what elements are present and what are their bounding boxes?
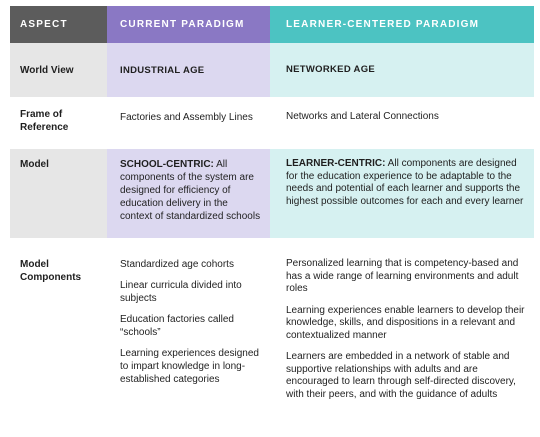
list-item: Learning experiences designed to impart knowledge in long-established categories — [120, 348, 259, 385]
aspect-cell: Model — [10, 149, 107, 238]
aspect-cell: Frame of Reference — [10, 97, 107, 149]
learner-cell — [270, 149, 534, 238]
learner-centric-lead: LEARNER-CENTRIC: — [286, 158, 386, 169]
paradigm-comparison-table — [10, 6, 534, 430]
list-item: Learners are embedded in a network of stable and supportive relationships with adults and are encouraged to learn through self-directed discovery, with their peers, and with the guidance of adults — [286, 351, 516, 400]
school-centric-lead: SCHOOL-CENTRIC: — [120, 159, 214, 170]
table-row — [10, 149, 534, 238]
learner-cell — [270, 238, 534, 430]
aspect-cell: Model Components — [10, 238, 107, 430]
list-item: Standardized age cohorts — [120, 259, 234, 270]
list-item: Linear curricula divided into subjects — [120, 280, 242, 304]
table-row — [10, 238, 534, 430]
header-current-paradigm: CURRENT PARADIGM — [107, 6, 270, 43]
table-row — [10, 97, 534, 149]
learner-cell: NETWORKED AGE — [270, 43, 534, 97]
header-learner-centered-paradigm: LEARNER-CENTERED PARADIGM — [270, 6, 534, 43]
table-header-row — [10, 6, 534, 43]
list-item: Personalized learning that is competency-based and has a wide range of learning environments and adult roles — [286, 258, 519, 294]
school-centric-text: All components of the system are designed for efficiency of education delivery in the context of standardized schools — [120, 159, 261, 222]
header-aspect: ASPECT — [10, 6, 107, 43]
table-row — [10, 43, 534, 97]
current-cell — [107, 149, 270, 238]
aspect-cell: World View — [10, 43, 107, 97]
learner-cell: Networks and Lateral Connections — [270, 97, 534, 149]
list-item: Education factories called “schools” — [120, 314, 234, 338]
list-item: Learning experiences enable learners to develop their knowledge, skills, and dispositions in a relevant and contextualized manner — [286, 304, 525, 341]
learner-centric-text: All components are designed for the education experience to be adaptable to the needs and potential of each learner and supports the highest possible outcomes for each and every learner — [286, 158, 524, 207]
current-cell: Factories and Assembly Lines — [107, 97, 270, 149]
current-cell: INDUSTRIAL AGE — [107, 43, 270, 97]
current-cell — [107, 238, 270, 430]
